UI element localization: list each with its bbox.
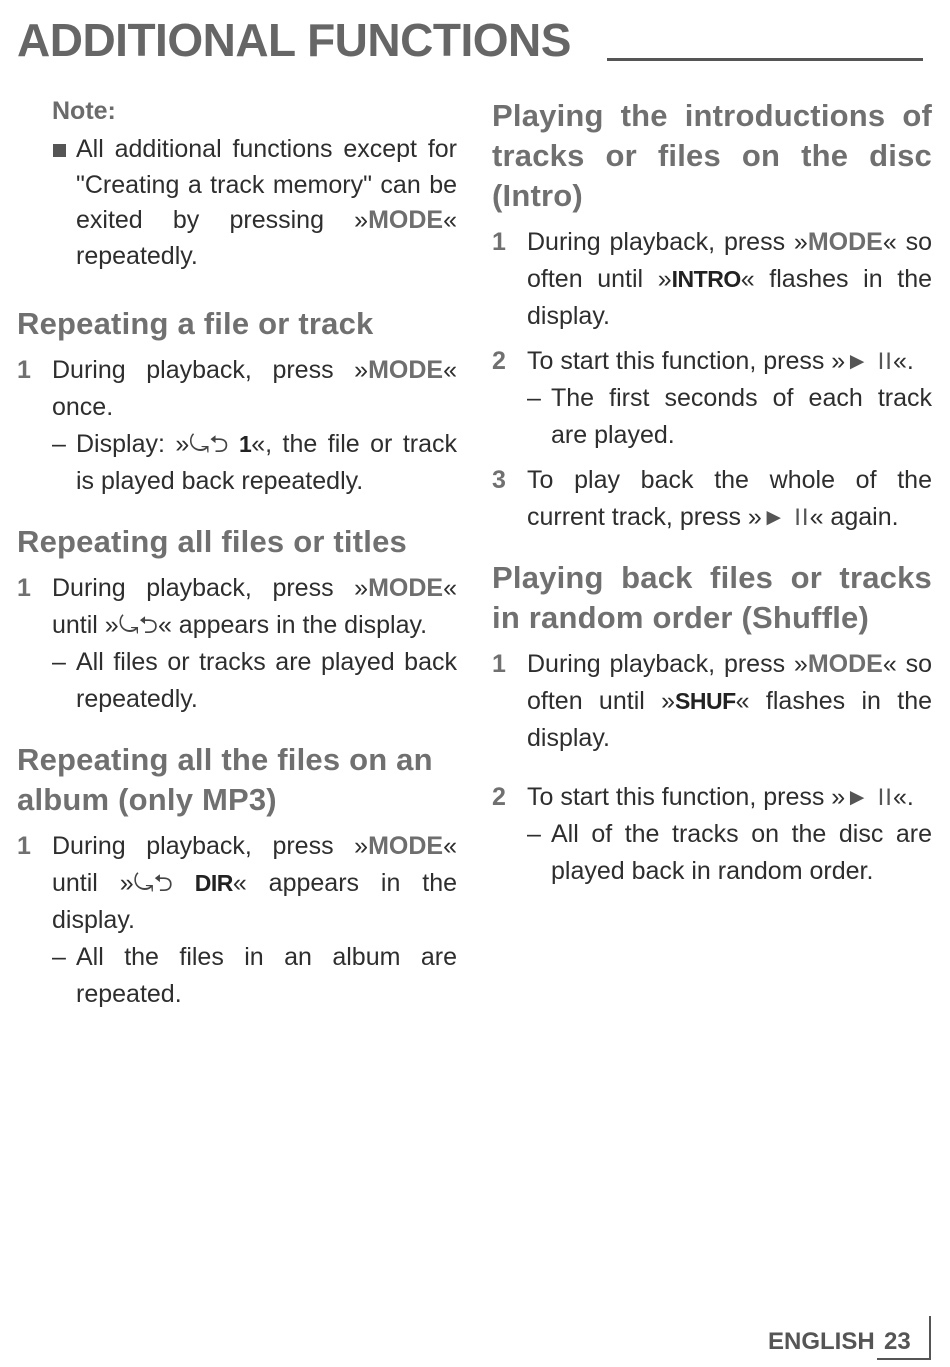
step-item: 3 To play back the whole of the current track, press »► II« again. <box>492 462 932 536</box>
step-item: 1 During playback, press »MODE« until »⤿⮌« appears in the display. <box>17 570 457 644</box>
step-number: 1 <box>17 356 31 384</box>
footer-language: ENGLISH <box>768 1328 875 1355</box>
step-item: 1 During playback, press »MODE« until »⤿⮌ DIR« appears in the display. <box>17 828 457 939</box>
step-number: 1 <box>17 832 31 860</box>
section-heading-repeat-all: Repeating all files or titles <box>17 524 407 559</box>
note-label: Note: <box>52 97 116 125</box>
step-item: 1 During playback, press »MODE« so often until »SHUF« flashes in the display. <box>492 646 932 757</box>
step-item: 1 During playback, press »MODE« so often until »INTRO« flashes in the display. <box>492 224 932 335</box>
step-item: 2 To start this function, press »► II«. <box>492 779 932 816</box>
step-item: 2 To start this function, press »► II«. <box>492 343 932 380</box>
result-item: – All of the tracks on the disc are played back in random order. <box>527 820 932 885</box>
section-heading-shuffle: Playing back files or tracks in random order (Shuffle) <box>492 560 932 635</box>
step-number: 1 <box>492 228 506 256</box>
play-pause-icon: ► II <box>761 504 810 531</box>
display-code: SHUF <box>675 688 736 714</box>
section-heading-intro: Playing the introductions of tracks or files on the disc (Intro) <box>492 98 932 213</box>
step-number: 2 <box>492 783 506 811</box>
note-text: All additional functions except for "Creating a track memory" can be exited by pressing »MODE« repeatedly. <box>17 132 457 274</box>
mode-key: MODE <box>807 650 883 678</box>
step-number: 2 <box>492 347 506 375</box>
repeat-icon: ⤿⮌ <box>189 431 229 458</box>
mode-key: MODE <box>368 206 444 234</box>
bullet-square-icon <box>53 144 66 157</box>
display-code: 1 <box>238 431 252 457</box>
repeat-icon: ⤿⮌ <box>118 612 158 639</box>
display-code: DIR <box>194 870 233 896</box>
mode-key: MODE <box>368 574 444 602</box>
page-title: ADDITIONAL FUNCTIONS <box>17 14 571 66</box>
step-number: 1 <box>17 574 31 602</box>
section-heading-repeat-album: Repeating all the files on an album (only MP3) <box>17 742 433 817</box>
mode-key: MODE <box>807 228 883 256</box>
step-number: 3 <box>492 466 506 494</box>
result-item: – All files or tracks are played back repeatedly. <box>52 648 457 713</box>
step-number: 1 <box>492 650 506 678</box>
page-number: 23 <box>884 1328 911 1355</box>
title-rule <box>607 58 923 61</box>
display-code: INTRO <box>671 266 741 292</box>
right-column <box>492 96 932 890</box>
footer-vertical-rule <box>929 1316 931 1360</box>
play-pause-icon: ► II <box>845 348 893 375</box>
footer-underline <box>877 1358 929 1360</box>
play-pause-icon: ► II <box>845 784 893 811</box>
repeat-icon: ⤿⮌ <box>133 870 173 897</box>
result-item: – Display: »⤿⮌ 1«, the file or track is played back repeatedly. <box>52 430 458 495</box>
mode-key: MODE <box>368 832 444 860</box>
step-item: 1 During playback, press »MODE« once. <box>17 352 457 426</box>
result-item: – The first seconds of each track are played. <box>527 384 932 449</box>
mode-key: MODE <box>368 356 444 384</box>
result-item: – All the files in an album are repeated. <box>52 943 457 1008</box>
left-column <box>17 96 457 1013</box>
section-heading-repeat-file: Repeating a file or track <box>17 306 374 341</box>
